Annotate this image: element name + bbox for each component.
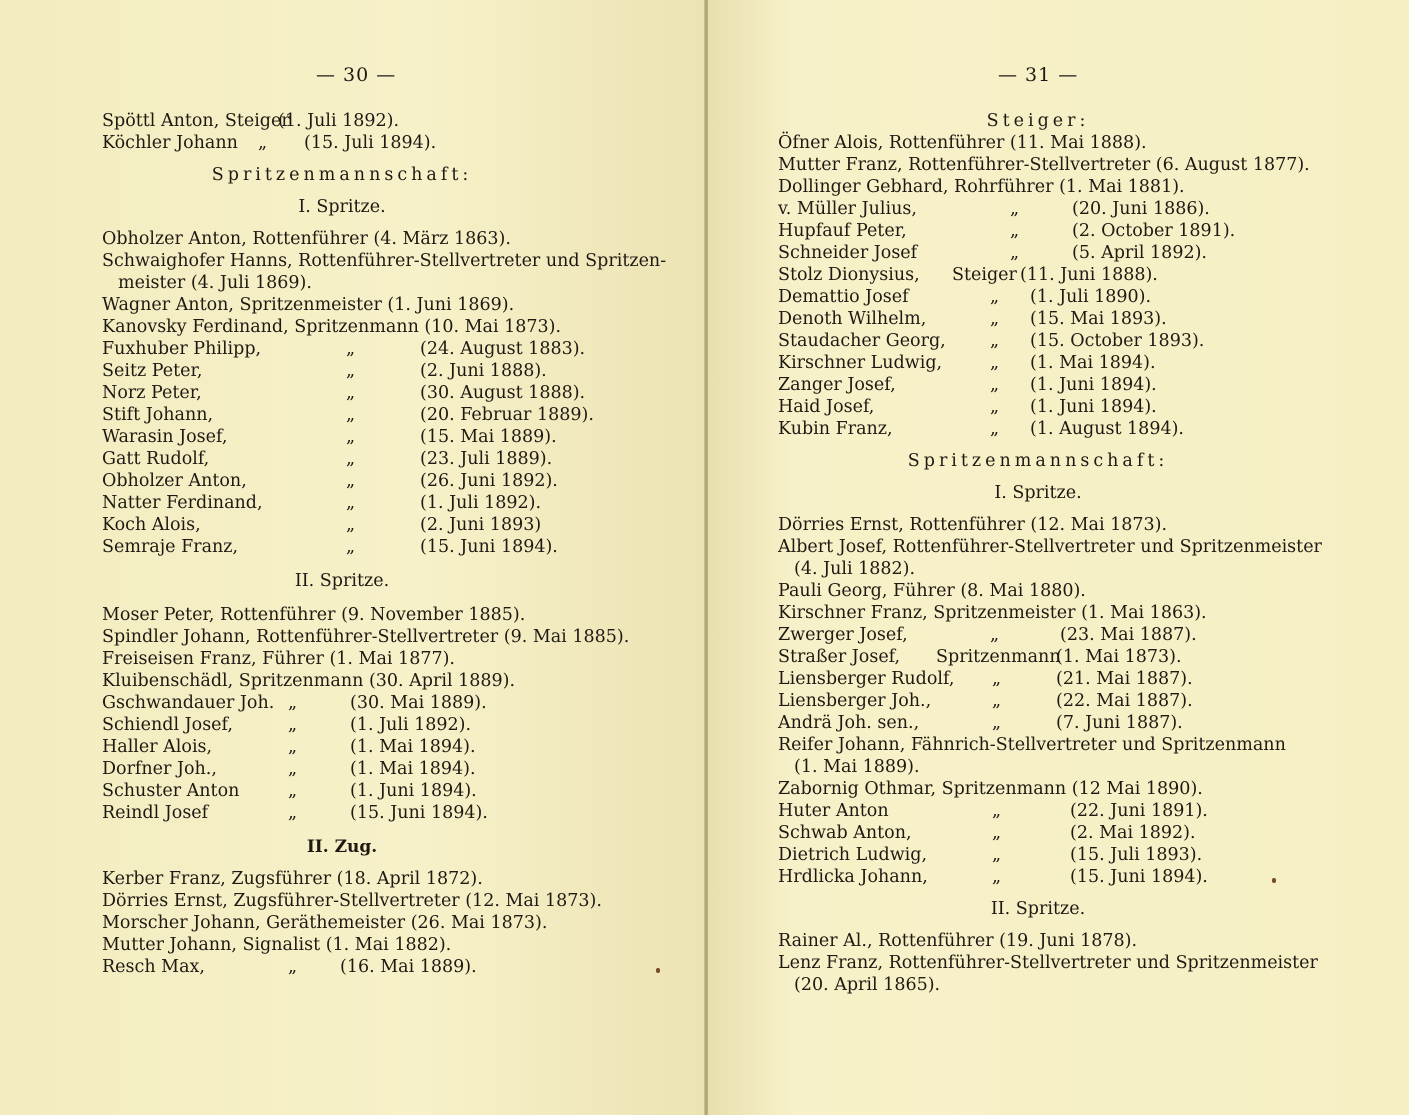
- entry-date: (1. Juni 1894).: [1030, 375, 1157, 395]
- entry-name: Dorfner Joh.,: [102, 759, 217, 779]
- ditto-mark: „: [992, 823, 1002, 843]
- ditto-mark: „: [288, 715, 298, 735]
- entry-name: Koch Alois,: [102, 515, 201, 535]
- entry-date: (15. Juni 1894).: [420, 537, 558, 557]
- entry-date: (15. Juli 1893).: [1070, 845, 1203, 865]
- entry-name: Reindl Josef: [102, 803, 209, 823]
- entry-date: (30. Mai 1889).: [350, 693, 487, 713]
- list-item: [778, 242, 1338, 264]
- ditto-mark: „: [288, 759, 298, 779]
- list-item: [778, 264, 1338, 286]
- list-item: [102, 426, 662, 448]
- list-item: Dörries Ernst, Zugsführer-Stellvertreter (12. Mai 1873).: [102, 891, 602, 911]
- entry-date: (26. Juni 1892).: [420, 471, 558, 491]
- list-item: [778, 396, 1338, 418]
- entry-name: Natter Ferdinand,: [102, 493, 263, 513]
- entry-name: Denoth Wilhelm,: [778, 309, 927, 329]
- entry-date: (15. Juni 1894).: [350, 803, 488, 823]
- entry-name: Hrdlicka Johann,: [778, 867, 928, 887]
- ditto-mark: „: [346, 339, 356, 359]
- list-item: [778, 712, 1338, 734]
- entry-date: (21. Mai 1887).: [1056, 669, 1193, 689]
- ditto-mark: „: [1010, 243, 1020, 263]
- entry-date: (2. Juni 1893): [420, 515, 542, 535]
- entry-name: Schuster Anton: [102, 781, 240, 801]
- ditto-mark: „: [346, 405, 356, 425]
- entry-name: Norz Peter,: [102, 383, 202, 403]
- entry-name: Obholzer Anton,: [102, 471, 247, 491]
- list-item: [778, 668, 1338, 690]
- list-item: Öfner Alois, Rottenführer (11. Mai 1888).: [778, 133, 1147, 153]
- entry-date: (15. Juni 1894).: [1070, 867, 1208, 887]
- entry-name: Spöttl Anton, Steiger: [102, 111, 290, 131]
- list-item: Dollinger Gebhard, Rohrführer (1. Mai 1881).: [778, 177, 1185, 197]
- ditto-mark: „: [990, 375, 1000, 395]
- list-item: Obholzer Anton, Rottenführer (4. März 1863).: [102, 229, 511, 249]
- entry-name: Warasin Josef,: [102, 427, 228, 447]
- entry-date: (23. Mai 1887).: [1060, 625, 1197, 645]
- list-item: [778, 866, 1338, 888]
- subsection-heading: I. Spritze.: [994, 483, 1082, 503]
- ditto-mark: „: [288, 803, 298, 823]
- entry-date: (1. Juni 1894).: [1030, 397, 1157, 417]
- list-item: Dörries Ernst, Rottenführer (12. Mai 1873).: [778, 515, 1168, 535]
- list-item: Moser Peter, Rottenführer (9. November 1885).: [102, 605, 526, 625]
- ditto-mark: „: [258, 133, 268, 153]
- entry-date: (22. Juni 1891).: [1070, 801, 1208, 821]
- list-item: Reifer Johann, Fähnrich-Stellvertreter und Spritzenmann: [778, 735, 1286, 755]
- list-item: [102, 360, 662, 382]
- entry-date: (1. Juli 1890).: [1030, 287, 1152, 307]
- list-item: Freiseisen Franz, Führer (1. Mai 1877).: [102, 649, 455, 669]
- ditto-mark: „: [346, 427, 356, 447]
- list-item: [778, 646, 1338, 668]
- list-item: [102, 514, 662, 536]
- entry-name: Semraje Franz,: [102, 537, 239, 557]
- entry-name: Liensberger Joh.,: [778, 691, 932, 711]
- list-item: [778, 844, 1338, 866]
- entry-name: v. Müller Julius,: [778, 199, 917, 219]
- member-list: [778, 668, 1338, 734]
- entry-name: Fuxhuber Philipp,: [102, 339, 262, 359]
- entry-name: Kirschner Ludwig,: [778, 353, 943, 373]
- entry-role: Steiger: [952, 265, 1017, 285]
- entry-name: Demattio Josef: [778, 287, 909, 307]
- ditto-mark: „: [992, 845, 1002, 865]
- list-item: [102, 736, 662, 758]
- list-item: Lenz Franz, Rottenführer-Stellvertreter und Spritzenmeister: [778, 953, 1318, 973]
- entry-date: (1. Juni 1894).: [350, 781, 477, 801]
- entry-date: (11. Juni 1888).: [1020, 265, 1158, 285]
- entry-date: (15. Juli 1894).: [304, 133, 437, 153]
- list-item: [778, 198, 1338, 220]
- member-list: [778, 800, 1338, 888]
- member-list: [102, 692, 662, 824]
- entry-name: Hupfauf Peter,: [778, 221, 907, 241]
- list-item: meister (4. Juli 1869).: [118, 273, 312, 293]
- entry-name: Haller Alois,: [102, 737, 213, 757]
- subsection-heading: II. Spritze.: [990, 899, 1086, 919]
- entry-name: Staudacher Georg,: [778, 331, 946, 351]
- entry-date: (2. October 1891).: [1072, 221, 1236, 241]
- list-item: [102, 448, 662, 470]
- subsection-heading: II. Spritze.: [294, 571, 390, 591]
- ditto-mark: „: [990, 397, 1000, 417]
- ditto-mark: „: [990, 625, 1000, 645]
- ditto-mark: „: [990, 331, 1000, 351]
- entry-name: Liensberger Rudolf,: [778, 669, 955, 689]
- entry-date: (24. August 1883).: [420, 339, 586, 359]
- list-item: [778, 800, 1338, 822]
- ditto-mark: „: [346, 515, 356, 535]
- list-item: Schwaighofer Hanns, Rottenführer-Stellvertreter und Spritzen-: [102, 251, 667, 271]
- ink-speck: [1272, 878, 1276, 883]
- section-heading: Spritzenmannschaft:: [907, 451, 1169, 471]
- list-item: [102, 956, 662, 978]
- member-list: [102, 338, 662, 558]
- entry-date: (15. Mai 1893).: [1030, 309, 1167, 329]
- entry-date: (1. Juli 1892).: [278, 111, 400, 131]
- ditto-mark: „: [288, 693, 298, 713]
- ditto-mark: „: [346, 493, 356, 513]
- ditto-mark: „: [288, 737, 298, 757]
- list-item: Mutter Johann, Signalist (1. Mai 1882).: [102, 935, 452, 955]
- entry-role: Spritzenmann: [936, 647, 1061, 667]
- entry-name: Schneider Josef: [778, 243, 918, 263]
- list-item: (1. Mai 1889).: [794, 757, 920, 777]
- entry-date: (2. Mai 1892).: [1070, 823, 1196, 843]
- ditto-mark: „: [288, 781, 298, 801]
- entry-date: (23. Juli 1889).: [420, 449, 553, 469]
- entry-name: Huter Anton: [778, 801, 889, 821]
- list-item: Albert Josef, Rottenführer-Stellvertreter und Spritzenmeister: [778, 537, 1322, 557]
- entry-name: Resch Max,: [102, 957, 205, 977]
- ditto-mark: „: [990, 419, 1000, 439]
- list-item: (4. Juli 1882).: [794, 559, 916, 579]
- list-item: Mutter Franz, Rottenführer-Stellvertreter (6. August 1877).: [778, 155, 1310, 175]
- member-list: [778, 198, 1338, 264]
- ditto-mark: „: [346, 361, 356, 381]
- list-item: [102, 338, 662, 360]
- left-page-content: [102, 110, 667, 978]
- entry-date: (20. Februar 1889).: [420, 405, 594, 425]
- list-item: [102, 536, 662, 558]
- entry-name: Zanger Josef,: [778, 375, 896, 395]
- list-item: [102, 470, 662, 492]
- list-item: [778, 822, 1338, 844]
- entry-name: Stolz Dionysius,: [778, 265, 920, 285]
- entry-date: (1. August 1894).: [1030, 419, 1184, 439]
- list-item: (20. April 1865).: [794, 975, 941, 995]
- entry-name: Kubin Franz,: [778, 419, 893, 439]
- list-item: Morscher Johann, Geräthemeister (26. Mai 1873).: [102, 913, 548, 933]
- list-item: [102, 492, 662, 514]
- ditto-mark: „: [288, 957, 298, 977]
- entry-date: (7. Juni 1887).: [1056, 713, 1183, 733]
- list-item: [778, 220, 1338, 242]
- subsection-heading: II. Zug.: [306, 837, 378, 857]
- entry-name: Dietrich Ludwig,: [778, 845, 928, 865]
- list-item: [102, 382, 662, 404]
- page-number: — 30 —: [316, 64, 397, 86]
- list-item: [778, 418, 1338, 440]
- ditto-mark: „: [992, 691, 1002, 711]
- page-number: — 31 —: [998, 64, 1079, 86]
- entry-name: Gatt Rudolf,: [102, 449, 210, 469]
- member-list: [778, 286, 1338, 440]
- entry-date: (22. Mai 1887).: [1056, 691, 1193, 711]
- entry-date: (1. Juli 1892).: [350, 715, 472, 735]
- list-item: [778, 330, 1338, 352]
- list-item: [778, 286, 1338, 308]
- entry-name: Schiendl Josef,: [102, 715, 233, 735]
- entry-name: Stift Johann,: [102, 405, 214, 425]
- entry-date: (2. Juni 1888).: [420, 361, 547, 381]
- ditto-mark: „: [990, 287, 1000, 307]
- ditto-mark: „: [346, 537, 356, 557]
- list-item: Kluibenschädl, Spritzenmann (30. April 1889).: [102, 671, 516, 691]
- list-item: Pauli Georg, Führer (8. Mai 1880).: [778, 581, 1086, 601]
- ditto-mark: „: [992, 669, 1002, 689]
- list-item: Rainer Al., Rottenführer (19. Juni 1878).: [778, 931, 1138, 951]
- entry-date: (16. Mai 1889).: [340, 957, 477, 977]
- ditto-mark: „: [346, 471, 356, 491]
- list-item: [102, 132, 662, 154]
- ditto-mark: „: [1010, 221, 1020, 241]
- section-heading: Spritzenmannschaft:: [211, 165, 473, 185]
- entry-name: Köchler Johann: [102, 133, 238, 153]
- subsection-heading: I. Spritze.: [298, 197, 386, 217]
- entry-date: (1. Mai 1894).: [350, 737, 476, 757]
- ditto-mark: „: [992, 801, 1002, 821]
- list-item: [778, 308, 1338, 330]
- entry-name: Andrä Joh. sen.,: [778, 713, 920, 733]
- list-item: Zabornig Othmar, Spritzenmann (12 Mai 1890).: [778, 779, 1203, 799]
- ditto-mark: „: [990, 309, 1000, 329]
- entry-date: (1. Mai 1894).: [1030, 353, 1156, 373]
- entry-date: (1. Mai 1873).: [1056, 647, 1182, 667]
- ditto-mark: „: [346, 383, 356, 403]
- list-item: [102, 692, 662, 714]
- list-item: [778, 624, 1338, 646]
- list-item: [778, 352, 1338, 374]
- ditto-mark: „: [992, 867, 1002, 887]
- list-item: Kanovsky Ferdinand, Spritzenmann (10. Mai 1873).: [102, 317, 562, 337]
- ink-speck: [656, 968, 660, 973]
- entry-date: (1. Mai 1894).: [350, 759, 476, 779]
- list-item: [102, 404, 662, 426]
- section-heading: Steiger:: [986, 111, 1090, 131]
- list-item: [102, 802, 662, 824]
- list-item: Wagner Anton, Spritzenmeister (1. Juni 1869).: [102, 295, 515, 315]
- list-item: [102, 110, 662, 132]
- list-item: [102, 780, 662, 802]
- entry-date: (5. April 1892).: [1072, 243, 1207, 263]
- list-item: [102, 714, 662, 736]
- entry-name: Seitz Peter,: [102, 361, 203, 381]
- entry-date: (20. Juni 1886).: [1072, 199, 1210, 219]
- entry-name: Schwab Anton,: [778, 823, 912, 843]
- entry-name: Gschwandauer Joh.: [102, 693, 275, 713]
- ditto-mark: „: [992, 713, 1002, 733]
- list-item: Kirschner Franz, Spritzenmeister (1. Mai 1863).: [778, 603, 1207, 623]
- entry-name: Haid Josef,: [778, 397, 875, 417]
- entry-date: (15. Mai 1889).: [420, 427, 557, 447]
- entry-name: Straßer Josef,: [778, 647, 901, 667]
- list-item: Spindler Johann, Rottenführer-Stellvertreter (9. Mai 1885).: [102, 627, 630, 647]
- ditto-mark: „: [346, 449, 356, 469]
- entry-date: (30. August 1888).: [420, 383, 586, 403]
- right-page-content: [778, 110, 1338, 996]
- ditto-mark: „: [1010, 199, 1020, 219]
- list-item: [778, 374, 1338, 396]
- entry-date: (15. October 1893).: [1030, 331, 1205, 351]
- list-item: [778, 690, 1338, 712]
- right-page: [708, 0, 1409, 1115]
- list-item: Kerber Franz, Zugsführer (18. April 1872).: [102, 869, 483, 889]
- ditto-mark: „: [990, 353, 1000, 373]
- list-item: [102, 758, 662, 780]
- entry-name: Zwerger Josef,: [778, 625, 908, 645]
- entry-date: (1. Juli 1892).: [420, 493, 542, 513]
